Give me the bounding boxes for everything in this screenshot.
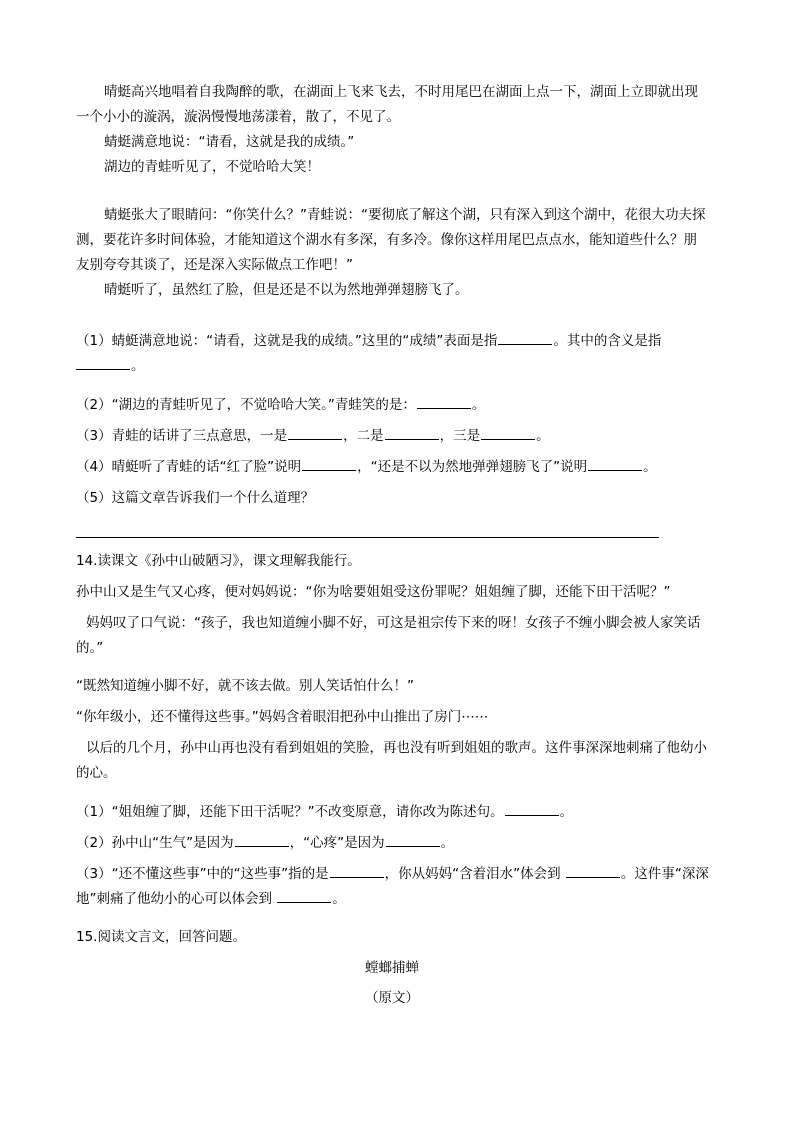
q14-sub2-end: 。 bbox=[440, 835, 455, 851]
answer-blank[interactable] bbox=[505, 801, 559, 816]
q13-sub1-prefix: （1）蜻蜓满意地说：“请看，这就是我的成绩。”这里的“成绩”表面是指 bbox=[76, 333, 498, 349]
q13-sub3-end: 。 bbox=[536, 428, 550, 444]
answer-blank[interactable] bbox=[386, 832, 440, 847]
q14-passage-2: 妈妈叹了口气说：“孩子，我也知道缠小脚不好，可这是祖宗传下来的呀！女孩子不缠小脚会被人家笑话的。” bbox=[76, 615, 701, 656]
answer-blank[interactable] bbox=[302, 456, 356, 471]
q14-sub1-prefix: （1）“姐姐缠了脚，还能下田干活呢？”不改变原意，请你改为陈述句。 bbox=[76, 804, 504, 820]
answer-blank[interactable] bbox=[235, 832, 289, 847]
q13-sub2-end: 。 bbox=[471, 397, 486, 413]
q14-passage-5: 以后的几个月，孙中山再也没有看到姐姐的笑脸，再也没有听到姐姐的歌声。这件事深深地刺痛了他幼小的心。 bbox=[76, 740, 707, 781]
passage-paragraph-4: 蜻蜓张大了眼睛问：“你笑什么？”青蛙说：“要彻底了解这个湖，只有深入到这个湖中，花很大功夫探测，要花许多时间体验，才能知道这个湖水有多深，有多冷。像你这样用尾巴点点水，能知道些什么？朋友别夸夸其谈了，还是深入实际做点工作吧！” bbox=[76, 207, 706, 273]
q14-title: 14.读课文《孙中山破陋习》，课文理解我能行。 bbox=[76, 553, 361, 569]
q15-article-title: 螳螂捕蝉 bbox=[365, 960, 419, 976]
q14-sub1 bbox=[76, 800, 573, 825]
q14-sub2 bbox=[76, 831, 454, 856]
q14-sub3-middle: ，你从妈妈“含着泪水”体会到 bbox=[384, 866, 565, 882]
q13-sub1 bbox=[76, 329, 716, 379]
q14-sub3 bbox=[76, 862, 716, 912]
q14-sub3-middle2: 。这件事“深深地”刺痛了他幼小的心可以体会到 bbox=[76, 866, 709, 907]
q14-sub2-prefix: （2）孙中山“生气”是因为 bbox=[76, 835, 234, 851]
q13-sub1-end: 。 bbox=[131, 358, 145, 374]
q13-sub3-p3: ，三是 bbox=[439, 428, 481, 444]
q13-sub3-p2: ，二是 bbox=[343, 428, 384, 444]
q13-sub2-prefix: （2）“湖边的青蛙听见了，不觉哈哈大笑。”青蛙笑的是： bbox=[76, 397, 416, 413]
q14-passage-4: “你年级小，还不懂得这些事。”妈妈含着眼泪把孙中山推出了房门⋯⋯ bbox=[76, 709, 489, 725]
q13-sub3-prefix: （3）青蛙的话讲了三点意思，一是 bbox=[76, 428, 288, 444]
answer-line[interactable] bbox=[76, 537, 659, 538]
q15-subtitle: （原文） bbox=[365, 990, 419, 1006]
answer-blank[interactable] bbox=[330, 863, 384, 878]
passage-paragraph-2: 蜻蜓满意地说：“请看，这就是我的成绩。” bbox=[104, 134, 355, 150]
q13-sub4-end: 。 bbox=[643, 459, 657, 475]
answer-blank[interactable] bbox=[588, 456, 642, 471]
q13-sub4 bbox=[76, 455, 657, 480]
q13-sub5: （5）这篇文章告诉我们一个什么道理？ bbox=[76, 490, 315, 506]
answer-blank[interactable] bbox=[417, 394, 471, 409]
answer-blank[interactable] bbox=[76, 355, 130, 370]
passage-paragraph-3: 湖边的青蛙听见了，不觉哈哈大笑！ bbox=[104, 159, 320, 175]
q14-passage-3: “既然知道缠小脚不好，就不该去做。别人笑话怕什么！” bbox=[76, 678, 414, 694]
q13-sub4-middle: ，“还是不以为然地弹弹翅膀飞了”说明 bbox=[357, 459, 588, 475]
answer-blank[interactable] bbox=[277, 888, 331, 903]
q15-title: 15.阅读文言文，回答问题。 bbox=[76, 929, 246, 945]
passage-paragraph-5: 晴蜓听了，虽然红了脸，但是还是不以为然地弹弹翅膀飞了。 bbox=[104, 282, 469, 298]
answer-blank[interactable] bbox=[385, 425, 439, 440]
answer-blank[interactable] bbox=[566, 863, 620, 878]
answer-blank[interactable] bbox=[481, 425, 535, 440]
answer-blank[interactable] bbox=[288, 425, 342, 440]
q13-sub3 bbox=[76, 424, 550, 449]
q13-sub1-middle: 。其中的含义是指 bbox=[553, 333, 662, 349]
q14-passage-1: 孙中山又是生气又心疼，便对妈妈说：“你为啥要姐姐受这份罪呢？姐姐缠了脚，还能下田干活呢？” bbox=[76, 584, 671, 600]
q14-sub1-end: 。 bbox=[559, 804, 574, 820]
answer-blank[interactable] bbox=[498, 330, 552, 345]
q14-sub2-middle: ，“心疼”是因为 bbox=[289, 835, 385, 851]
q14-sub3-end: 。 bbox=[332, 891, 346, 907]
passage-paragraph-1: 晴蜓高兴地唱着自我陶醉的歌，在湖面上飞来飞去，不时用尾巴在湖面上点一下，湖面上立即就出现一个小小的漩涡，漩涡慢慢地荡漾着，散了，不见了。 bbox=[76, 84, 698, 125]
q13-sub2 bbox=[76, 393, 485, 418]
q13-sub4-prefix: （4）晴蜓听了青蛙的话“红了脸”说明 bbox=[76, 459, 302, 475]
q14-sub3-prefix: （3）“还不懂这些事”中的“这些事”指的是 bbox=[76, 866, 329, 882]
